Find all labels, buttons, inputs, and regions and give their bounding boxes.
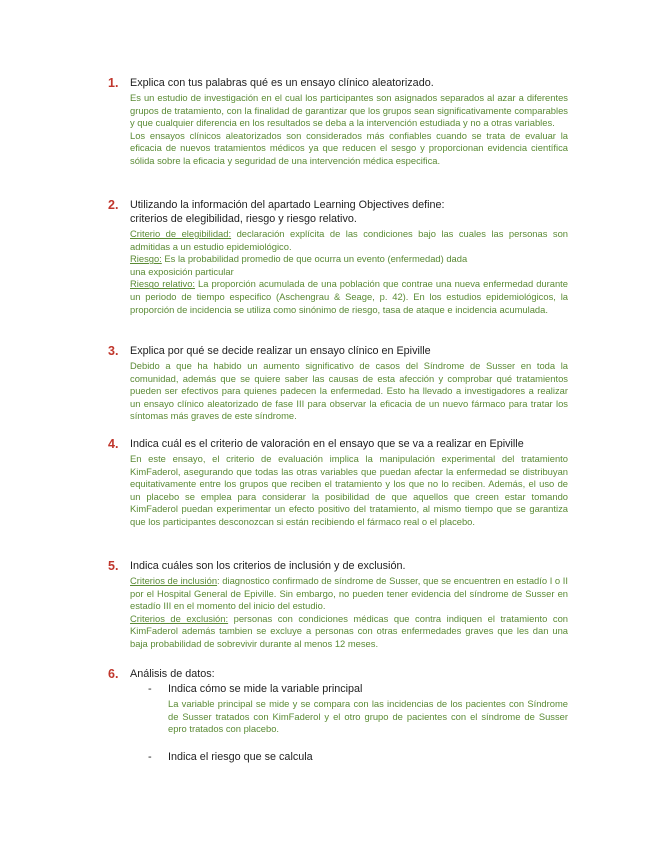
subquestion-title: Indica cómo se mide la variable principal [168, 683, 363, 695]
question-title-line2: criterios de elegibilidad, riesgo y riesgo relativo. [130, 213, 357, 225]
definition-risk: Riesgo: Es la probabilidad promedio de que ocurra un evento (enfermedad) dada [130, 253, 468, 265]
question-title: Indica cuál es el criterio de valoración en el ensayo que se va a realizar en Epiville [130, 438, 524, 450]
answer-paragraph: Debido a que ha habido un aumento significativo de casos del Síndrome de Susser en toda la comunidad, además que se quiere saber las causas de esta afección y comprobar qué tratamientos pueden ser efectivos para quienes padecen la enfermedad. Esto ha llevado a investigadores a realizar un ensayo clínico aleatorizado de fase III para observar la eficacia de un nuevo fármaco para tratar los síntomas más graves de este síndrome. [130, 360, 568, 422]
question-title: Explica con tus palabras qué es un ensayo clínico aleatorizado. [130, 77, 434, 89]
term: Criterio de elegibilidad: [130, 228, 232, 239]
answer-body [130, 453, 568, 529]
question-number: 3. [108, 344, 119, 358]
answer-body [130, 360, 568, 423]
answer-body [130, 575, 568, 651]
subquestion-title: Indica el riesgo que se calcula [168, 751, 313, 763]
question-number: 4. [108, 437, 119, 451]
definition-eligibility: Criterio de elegibilidad: declaración explícita de las condiciones bajo las cuales las personas son admitidas a un estudio epidemiológico. [130, 228, 569, 252]
bullet-dash: - [148, 751, 152, 763]
term: Riesgo: [130, 253, 162, 265]
definition-relative-risk: Riesgo relativo: La proporción acumulada de una población que contrae una nueva enfermedad durante un periodo de tiempo especifico (Aschengrau & Seage, p. 42). En los estudios epidemiológicos, la proporción de incidencia se utiliza como sinónimo de riesgo, tasa de ataque e incidencia acumulada. [130, 278, 568, 315]
answer-body [130, 228, 568, 316]
question-number: 2. [108, 198, 119, 212]
definition-risk-line2: una exposición particular [130, 265, 234, 277]
question-number: 1. [108, 76, 119, 90]
answer-paragraph: Los ensayos clínicos aleatorizados son considerados más confiables cuando se trata de evaluar la eficacia de nuevos tratamientos médicos ya que reducen el sesgo y proporcionan evidencia científica sólida sobre la eficacia y seguridad de una intervención médica especifica. [130, 129, 568, 166]
subquestion-answer: La variable principal se mide y se compara con las incidencias de los pacientes con Síndrome de Susser tratados con KimFaderol y el otro grupo de pacientes con el síndrome de Susser epro tratados con placebo. [168, 698, 568, 735]
bullet-dash: - [148, 683, 152, 695]
term: Criterios de exclusión: [130, 612, 229, 624]
question-title: Análisis de datos: [130, 668, 215, 680]
term: Criterios de inclusión [130, 575, 218, 586]
question-number: 6. [108, 667, 119, 681]
inclusion-criteria: Criterios de inclusión: diagnostico confirmado de síndrome de Susser, que se encuentren en estadío I o II por el Hospital General de Epiville. Sin embargo, no pueden tener evidencia del síndrome de Susser en estadío III en el momento del inicio del estudio. [130, 575, 568, 612]
answer-paragraph: En este ensayo, el criterio de evaluación implica la manipulación experimental del tratamiento KimFaderol, asegurando que todas las otras variables que puedan afectar la enfermedad se distribuyan equitativamente entre los grupos que reciben el tratamiento y los que no lo reciben. Además, el uso de un placebo se emplea para considerar la posibilidad de que aquellos que creen estar tomando KimFaderol puedan experimentar un efecto positivo del tratamiento, al mismo tiempo que se garantiza que los participantes desconozcan si están recibiendo el fármaco real o el placebo. [130, 453, 568, 527]
term: Riesgo relativo: [130, 278, 196, 290]
exclusion-criteria: Criterios de exclusión: personas con condiciones médicas que contra indiquen el tratamiento con KimFaderol además tambien se excluye a personas con otras enfermedades graves que les dan una baja probabilidad de sobrevivir durante al menos 12 meses. [130, 612, 568, 649]
question-title: Explica por qué se decide realizar un ensayo clínico en Epiville [130, 345, 431, 357]
question-number: 5. [108, 559, 119, 573]
answer-paragraph: Es un estudio de investigación en el cual los participantes son asignados separados al azar a diferentes grupos de tratamiento, con la finalidad de garantizar que los grupos sean significativamente comparables y que cualquier diferencia en los resultados se deba a la intervención estudiada y no a otras variables. [130, 92, 568, 129]
answer-body [130, 92, 568, 168]
question-title: Indica cuáles son los criterios de inclusión y de exclusión. [130, 560, 406, 572]
question-title: Utilizando la información del apartado Learning Objectives define: [130, 199, 445, 211]
